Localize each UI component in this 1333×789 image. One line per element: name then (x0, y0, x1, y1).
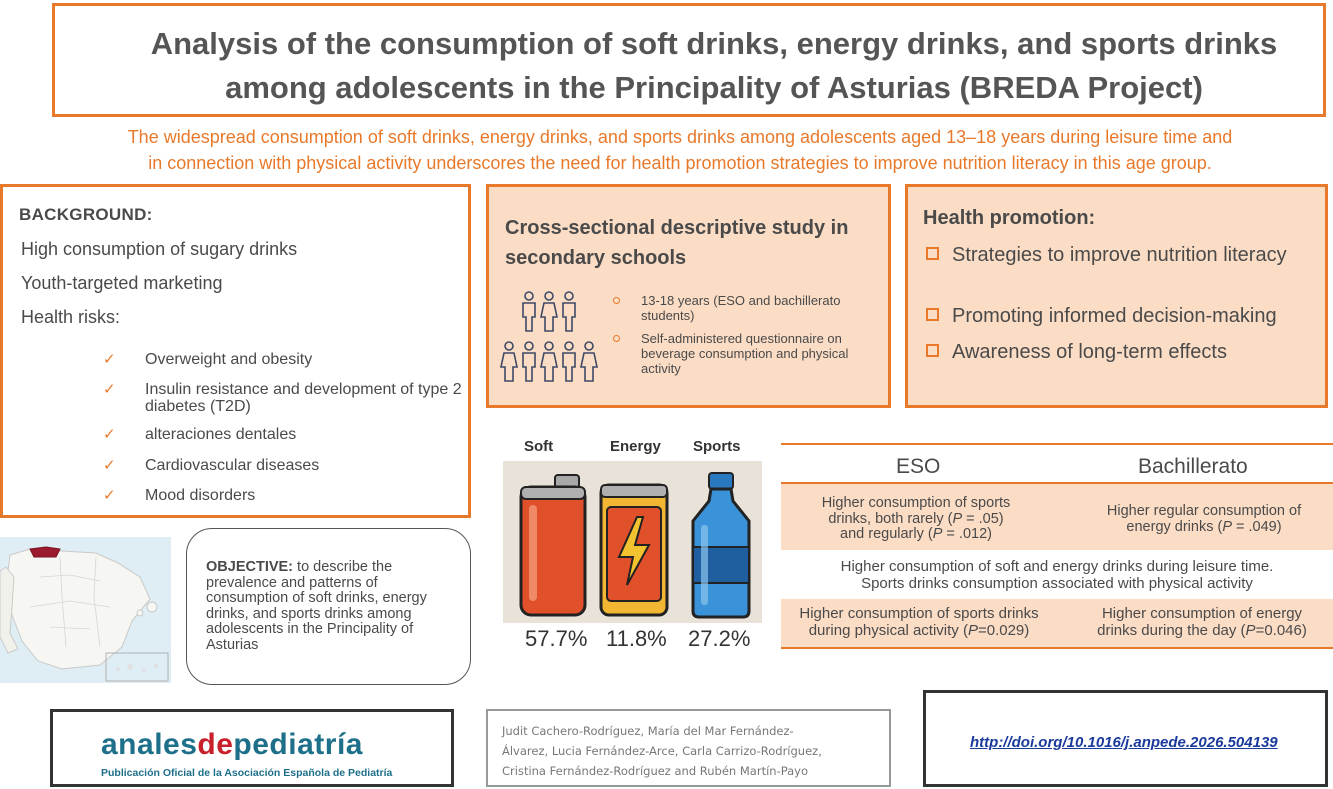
checkbox-square-icon (926, 308, 939, 321)
health-promotion-heading: Health promotion: (923, 207, 1096, 229)
authors-text: Judit Cachero-Rodríguez, María del Mar Fernández- Álvarez, Lucia Fernández-Arce, Carla Carrizo-Rodríguez, Cristina Fernández-Rodríguez and Rubén Martín-Payo (502, 724, 822, 778)
energy-drink-label: Energy (610, 438, 661, 455)
background-heading: BACKGROUND: (19, 205, 153, 224)
table-header-eso: ESO (896, 455, 941, 478)
table-cell-bachillerato: Higher regular consumption of energy drinks (P = .049) (1106, 503, 1302, 535)
key-message-line-1: The widespread consumption of soft drinks, energy drinks, and sports drinks among adolescents aged 13–18 years during leisure time and (127, 127, 1233, 147)
journal-logo: analesdepediatría (101, 728, 363, 761)
check-icon: ✓ (103, 351, 116, 368)
drinks-illustration (503, 461, 762, 623)
energy-drink-can-icon (601, 485, 667, 615)
table-cell-eso: Higher consumption of sports drinks, both rarely (P = .05) and regularly (P = .012) (821, 495, 1011, 542)
doi-box (923, 690, 1328, 787)
table-row (781, 599, 1333, 647)
soft-drink-label: Soft (524, 438, 554, 455)
table-row (781, 558, 1333, 598)
background-box: BACKGROUND: High consumption of sugary drinks Youth-targeted marketing Health risks: ✓ Overweight and obesity ✓ Insulin resistance and development of type 2 diabetes (T2D) ✓ alteraciones dentales ✓ Cardiovascular diseases ✓ Mood disorders (0, 184, 471, 518)
key-message (40, 124, 1320, 176)
background-item: Health risks: (21, 307, 121, 327)
study-bullets (611, 293, 881, 384)
energy-drink-percentage: 11.8% (606, 626, 667, 651)
bullet-circle-icon (613, 297, 620, 304)
sports-drink-percentage: 27.2% (688, 626, 751, 651)
background-item: High consumption of sugary drinks (21, 239, 298, 259)
table-divider (781, 443, 1333, 445)
sports-drink-bottle-icon (693, 473, 749, 617)
check-icon: ✓ (103, 457, 116, 474)
checkbox-square-icon (926, 247, 939, 260)
study-bullet: 13-18 years (ESO and bachillerato students) (611, 293, 881, 323)
key-message-line-2: in connection with physical activity underscores the need for health promotion strategies to improve nutrition literacy in this age group. (148, 153, 1212, 173)
table-cell-bachillerato: Higher consumption of energy drinks during the day (P=0.046) (1097, 605, 1307, 639)
sports-drink-label: Sports (693, 438, 741, 455)
background-item: Youth-targeted marketing (21, 273, 223, 293)
checkbox-square-icon (926, 344, 939, 357)
table-cell-shared: Higher consumption of soft and energy drinks during leisure time. Sports drinks consumption associated with physical activity (840, 558, 1274, 592)
health-promotion-box: Health promotion: Strategies to improve nutrition literacy Promoting informed decision-making Awareness of long-term effects (905, 184, 1328, 408)
journal-logo-box (50, 709, 454, 787)
title-box (52, 3, 1326, 117)
check-icon: ✓ (103, 487, 116, 504)
bullet-circle-icon (613, 335, 620, 342)
study-heading: Cross-sectional descriptive study in secondary schools (505, 217, 849, 269)
drinks-cans-image (503, 461, 762, 623)
study-design-box (486, 184, 891, 408)
authors-box (486, 709, 891, 787)
study-bullet: Self-administered questionnaire on beverage consumption and physical activity (611, 331, 881, 376)
doi-link[interactable]: http://doi.org/10.1016/j.anpede.2026.504139 (970, 734, 1278, 751)
check-icon: ✓ (103, 426, 116, 443)
spain-map-image (0, 537, 171, 683)
check-icon: ✓ (103, 381, 116, 398)
table-header-bachillerato: Bachillerato (1138, 455, 1248, 478)
page-title (115, 22, 1313, 110)
objective-box (186, 528, 471, 685)
soft-drink-percentage: 57.7% (525, 626, 588, 651)
results-table (781, 443, 1333, 651)
table-cell-eso: Higher consumption of sports drinks during physical activity (P=0.029) (799, 605, 1039, 639)
table-row (781, 484, 1333, 550)
title-line-1: Analysis of the consumption of soft drinks, energy drinks, and sports drinks (150, 26, 1278, 61)
table-divider (781, 647, 1333, 649)
journal-logo-subtitle: Publicación Oficial de la Asociación Española de Pediatría (101, 767, 393, 779)
soft-drink-can-icon (521, 475, 585, 615)
students-icon (499, 289, 609, 389)
objective-text: OBJECTIVE: to describe the prevalence and patterns of consumption of soft drinks, energy drinks, and sports drinks among adolescents in the Principality of Asturias (206, 559, 427, 653)
title-line-2: among adolescents in the Principality of Asturias (BREDA Project) (225, 70, 1203, 105)
